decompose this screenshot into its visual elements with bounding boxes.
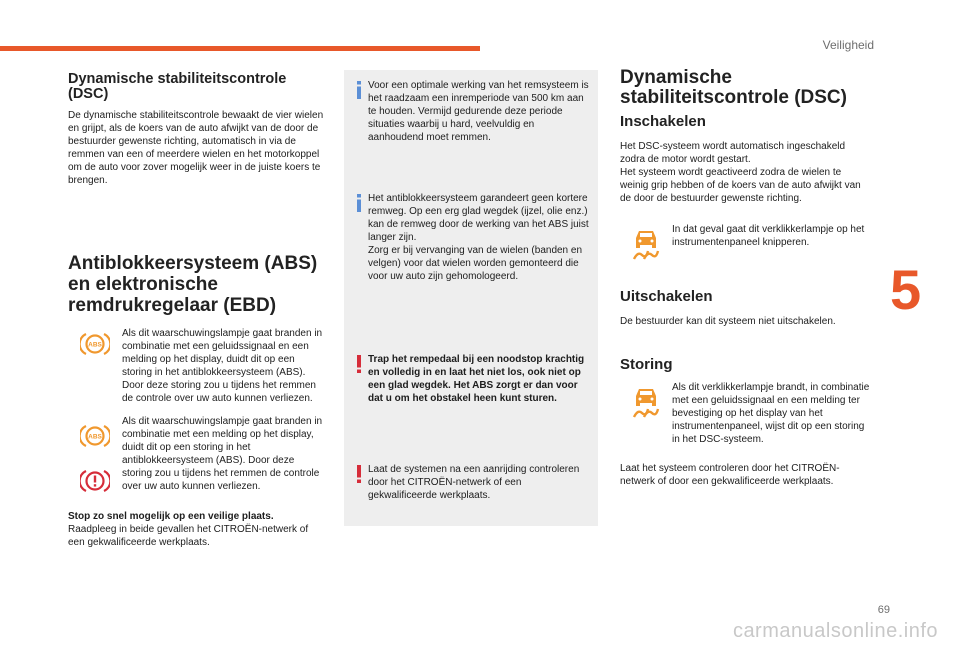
abs-icon-label: ABS: [88, 433, 102, 441]
abs-paragraph-2: Als dit waarschuwingslampje gaat branden in combinatie met een melding op het display, duidt dit op een storing in het antiblokkeersysteem (ABS). Door deze storing zou u tijdens het remmen de controle over uw auto kunnen verliezen.: [122, 416, 323, 492]
dsc-fault-row: [620, 381, 870, 446]
warning-box-collision-text: Laat de systemen na een aanrijding controleren door het CITROËN-netwerk of een gekwalificeerde werkplaats.: [368, 464, 580, 501]
storing-text: Als dit verklikkerlampje brandt, in combinatie met een geluidssignaal en een melding ter bevestiging op het display van het instrumentenpaneel, wijst dit op een storing in het DSC-systeem.: [672, 382, 870, 445]
info-box-run-in-text: Voor een optimale werking van het remsysteem is het raadzaam een inremperiode van 500 km aan te houden. Vermijd gedurende deze periode situaties waarbij u hard, veelvuldig en aanhoudend moet remmen.: [368, 80, 589, 143]
abs-heading: Antiblokkeersysteem (ABS) en elektronische remdrukregelaar (EBD): [68, 253, 318, 316]
chapter-number: 5: [890, 258, 922, 321]
uitschakelen-heading: Uitschakelen: [620, 288, 713, 305]
abs-brake-row: [68, 415, 324, 494]
watermark: carmanualsonline.info: [732, 620, 938, 642]
top-accent-bar: [0, 46, 480, 51]
info-box-abs-text-b: Zorg er bij vervanging van de wielen (banden en velgen) voor dat wielen worden gemonteerd die voor uw auto zijn gehomologeerd.: [368, 245, 583, 282]
info-mark-icon: [356, 194, 362, 212]
dsc-paragraph: De dynamische stabiliteitscontrole bewaakt de vier wielen en grijpt, als de koers van de auto afwijkt van de door de bestuurder gewenste richting, automatisch in via de remmen van een of meerdere wielen en het motorkoppel om de auto voor zover mogelijk weer in de juiste koers te brengen.: [68, 110, 324, 186]
warning-box-emergency: [344, 344, 598, 454]
inschakelen-text-a: Het DSC-systeem wordt automatisch ingeschakeld zodra de motor wordt gestart.: [620, 141, 846, 165]
info-box-run-in: [344, 70, 598, 183]
abs-warning-row: [68, 327, 324, 405]
dsc-heading: Dynamische stabiliteitscontrole (DSC): [68, 71, 287, 102]
page-number: 69: [877, 604, 890, 616]
dsc-main-heading: Dynamische stabiliteitscontrole (DSC): [620, 67, 847, 108]
warning-box-collision: [344, 454, 598, 526]
uitschakelen-text: De bestuurder kan dit systeem niet uitschakelen.: [620, 316, 836, 327]
abs-paragraph-1: Als dit waarschuwingslampje gaat branden in combinatie met een geluidssignaal en een melding op het display, duidt dit op een storing in het antiblokkeersysteem (ABS). Door deze storing zou u tijdens het remmen de controle over uw auto kunnen verliezen.: [122, 328, 323, 404]
storing-heading: Storing: [620, 356, 673, 373]
stop-note: [68, 510, 324, 549]
exclamation-mark-icon: [356, 465, 362, 483]
abs-warning-icon: [80, 423, 110, 449]
middle-column: [344, 70, 598, 526]
exclamation-mark-icon: [356, 355, 362, 373]
dsc-flash-text: In dat geval gaat dit verklikkerlampje op het instrumentenpaneel knipperen.: [672, 224, 865, 248]
warning-box-emergency-text: Trap het rempedaal bij een noodstop krachtig en volledig in en laat het niet los, ook niet op een glad wegdek. Het ABS zorgt er dan voor dat u om het obstakel heen kunt sturen.: [368, 354, 585, 404]
info-box-abs: [344, 183, 598, 344]
dsc-flash-row: [620, 223, 870, 261]
right-column: [620, 68, 870, 488]
dsc-skid-icon: [629, 227, 663, 261]
info-mark-icon: [356, 81, 362, 99]
dsc-skid-icon: [629, 385, 663, 419]
left-column: [68, 72, 324, 549]
inschakelen-text-b: Het systeem wordt geactiveerd zodra de wielen te weinig grip hebben of de koers van de auto afwijkt van de door de bestuurder gewenste richting.: [620, 167, 861, 204]
stop-note-bold: Stop zo snel mogelijk op een veilige plaats.: [68, 511, 274, 522]
abs-warning-icon: [80, 331, 110, 357]
brake-warning-icon: [80, 468, 110, 494]
info-box-abs-text-a: Het antiblokkeersysteem garandeert geen kortere remweg. Op een erg glad wegdek (ijzel, olie enz.) kan de remweg door de werking van het ABS juist langer zijn.: [368, 193, 589, 243]
stop-note-text: Raadpleeg in beide gevallen het CITROËN-netwerk of een gekwalificeerde werkplaats.: [68, 524, 309, 548]
check-text: Laat het systeem controleren door het CITROËN-netwerk of door een gekwalificeerde werkplaats.: [620, 463, 840, 487]
inschakelen-heading: Inschakelen: [620, 113, 706, 130]
abs-icon-label: ABS: [88, 341, 102, 349]
section-header: Veiligheid: [822, 38, 874, 52]
